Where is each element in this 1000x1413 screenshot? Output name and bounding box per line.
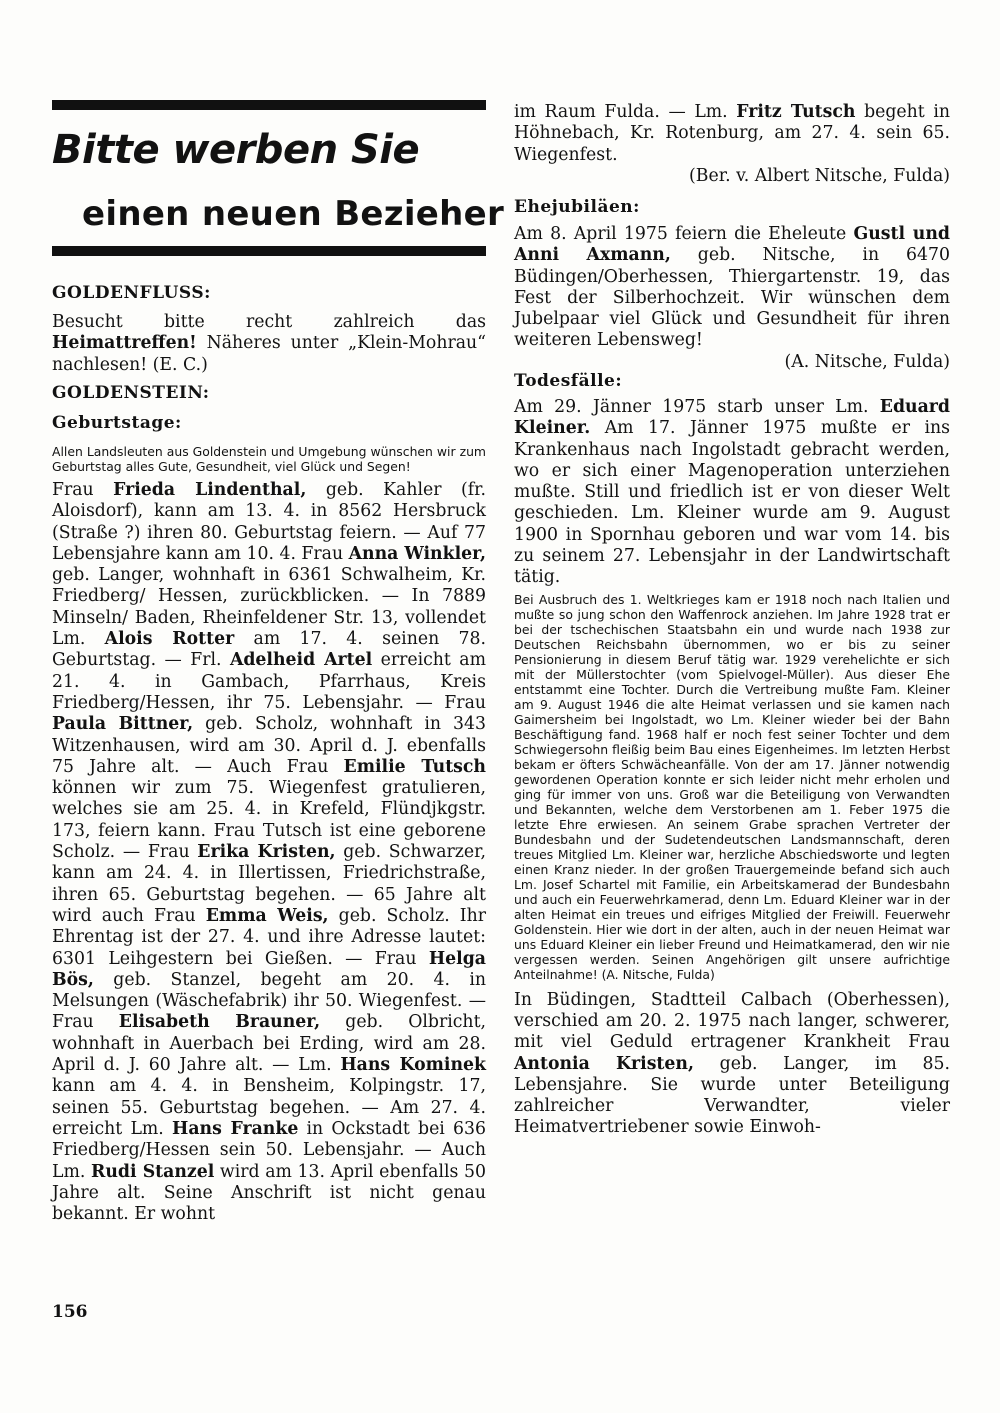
goldenfluss-section [52,282,486,376]
goldenstein-intro: Allen Landsleuten aus Goldenstein und Umgebung wünschen wir zum Geburtstag alles Gute, Gesundheit, viel Glück und Segen! [52,444,486,474]
goldenfluss-text: Besucht bitte recht zahlreich das Heimattreffen! Näheres unter „Klein-Mohrau“ nachlesen! (E. C.) [52,312,486,375]
death-notice-kristen: In Büdingen, Stadtteil Calbach (Oberhessen), verschied am 20. 2. 1975 nach langer, schwerer, mit viel Geduld ertragener Krankheit Frau Antonia Kristen, geb. Langer, im 85. Lebensjahre. Sie wurde unter Beteiligung zahlreicher Verwandter, vieler Heimatvertriebener sowie Einwoh- [514,989,950,1138]
continuation-text: im Raum Fulda. — Lm. Fritz Tutsch begeht in Höhnebach, Kr. Rotenburg, am 27. 4. sein 65. Wiegenfest. (Ber. v. Albert Nitsche, Fulda) [514,102,950,186]
goldenstein-birthdays: Frau Frieda Lindenthal, geb. Kahler (fr. Aloisdorf), kann am 13. 4. in 8562 Hersbruck (Straße ?) ihren 80. Geburtstag feiern. — Auf 77 Lebensjahre kann am 10. 4. Frau Anna Winkler, geb. Langer, wohnhaft in 6361 Schwalheim, Kr. Friedberg/ Hessen, zurückblicken. — In 7889 Minseln/ Baden, Rheinfeldener Str. 13, vollendet Lm. Alois Rotter am 17. 4. seinen 78. Geburtstag. — Frl. Adelheid Artel erreicht am 21. 4. in Gambach, Pfarrhaus, Kreis Friedberg/Hessen, ihr 75. Lebensjahr. — Frau Paula Bittner, geb. Scholz, wohnhaft in 343 Witzenhausen, wird am 30. April d. J. ebenfalls 75 Jahre alt. — Auch Frau Emilie Tutsch können wir zum 75. Wiegenfest gratulieren, welches sie am 25. 4. in Krefeld, Flündjkgstr. 173, feiern kann. Frau Tutsch ist eine geborene Scholz. — Frau Erika Kristen, geb. Schwarzer, kann am 24. 4. in Illertissen, Friedrichstraße, ihren 65. Geburtstag begehen. — 65 Jahre alt wird auch Frau Emma Weis, geb. Scholz. Ihr Ehrentag ist der 27. 4. und ihre Adresse lautet: 6301 Leihgestern bei Gießen. — Frau Helga Bös, geb. Stanzel, begeht am 20. 4. in Melsungen (Wäschefabrik) ihr 50. Wiegenfest. — Frau Elisabeth Brauner, geb. Olbricht, wohnhaft in Auerbach bei Erding, wird am 28. April d. J. 60 Jahre alt. — Lm. Hans Kominek kann am 4. 4. in Bensheim, Kolpingstr. 17, seinen 55. Geburtstag begehen. — Am 27. 4. erreicht Lm. Hans Franke in Ockstadt bei 636 Friedberg/Hessen sein 50. Lebensjahr. — Auch Lm. Rudi Stanzel wird am 13. April ebenfalls 50 Jahre alt. Seine Anschrift ist nicht genau bekannt. Er wohnt [52,480,487,1225]
page-number: 156 [52,1302,88,1322]
jubilee-section [514,196,950,373]
death-notice-kleiner-details: Bei Ausbruch des 1. Weltkrieges kam er 1918 noch nach Italien und mußte so jung schon den Waffenrock anziehen. Im Jahre 1928 trat er bei der tschechischen Staatsbahn ein und wurde nach 1938 zur Deutschen Reichsbahn übernommen, wo er bis zu seiner Pensionierung in diesem Beruf tätig war. 1929 verehelichte er sich mit der Müllerstochter (vom Spielvogel-Müller). Aus dieser Ehe entstammt eine Tochter. Durch die Vertreibung mußte Fam. Kleiner am 9. August 1946 die alte Heimat verlassen und sie kamen nach Gaimersheim bei Ingolstadt, wo Lm. Kleiner wieder bei der Bahn Beschäftigung fand. 1968 half er noch fest seiner Tochter und dem Schwiegersohn fleißig beim Bau eines Eigenheimes. Im letzten Herbst bekam er öfters Schwächeanfälle. Von der am 17. Jänner notwendig gewordenen Operation konnte er sich leider nicht mehr erholen und ging für immer von uns. Groß war die Beteiligung von Verwandten und Bekannten, welche dem Verstorbenen am 1. Feber 1975 die letzte Ehre erwiesen. An seinem Grabe sprachen Vertreter der Bundesbahn und der Sudetendeutschen Landsmannschaft, deren treues Mitglied Lm. Kleiner war, herzliche Abschiedsworte und legten einen Kranz nieder. In der großen Trauergemeinde befand sich auch Lm. Josef Schartel mit Familie, ein Arbeitskamerad der Bundesbahn und auch ein Feuerwehrkamerad, denn Lm. Eduard Kleiner war in der alten Heimat ein treues und eifriges Mitglied der Freiwill. Feuerwehr Goldenstein. Hier wie dort in der alten, auch in der neuen Heimat war uns Eduard Kleiner ein lieber Freund und Heimatkamerad, den wir nie vergessen werden. Seinen Angehörigen gilt unsere aufrichtige Anteilnahme! (A. Nitsche, Fulda) [514,591,950,982]
sub-heading-todesfaelle: Todesfälle: [514,371,623,391]
jubilee-text: Am 8. April 1975 feiern die Eheleute Gustl und Anni Axmann, geb. Nitsche, in 6470 Büdingen/Oberhessen, Thiergartenstr. 19, das Fest der Silberhochzeit. Wir wünschen dem Jubelpaar viel Glück und Gesundheit für ihren weiteren Lebensweg! (A. Nitsche, Fulda) [514,224,951,372]
goldenstein-section [52,382,486,1225]
masthead-rule-top [52,100,486,110]
section-heading-goldenfluss: GOLDENFLUSS: [52,283,211,303]
section-heading-goldenstein: GOLDENSTEIN: [52,383,210,403]
deaths-section [514,370,950,1139]
masthead-title: Bitte werben Sie [52,127,420,173]
continuation-signature: (Ber. v. Albert Nitsche, Fulda) [689,165,950,186]
masthead-subtitle: einen neuen Bezieher [82,194,505,234]
death-notice-kleiner: Am 29. Jänner 1975 starb unser Lm. Eduard Kleiner. Am 17. Jänner 1975 mußte er ins Krankenhaus nach Ingolstadt gebracht werden, wo er sich einer Magenoperation unterziehen mußte. Still und friedlich ist er von dieser Welt geschieden. Lm. Kleiner wurde am 9. August 1900 in Spornhau geboren und war vom 14. bis zu seinem 27. Lebensjahr in der Landwirtschaft tätig. [514,397,950,588]
sub-heading-ehejubilaeen: Ehejubiläen: [514,197,640,217]
masthead-rule-bottom [52,246,486,256]
jubilee-signature: (A. Nitsche, Fulda) [784,351,950,372]
continuation-block [514,102,950,187]
sub-heading-geburtstage: Geburtstage: [52,413,182,433]
